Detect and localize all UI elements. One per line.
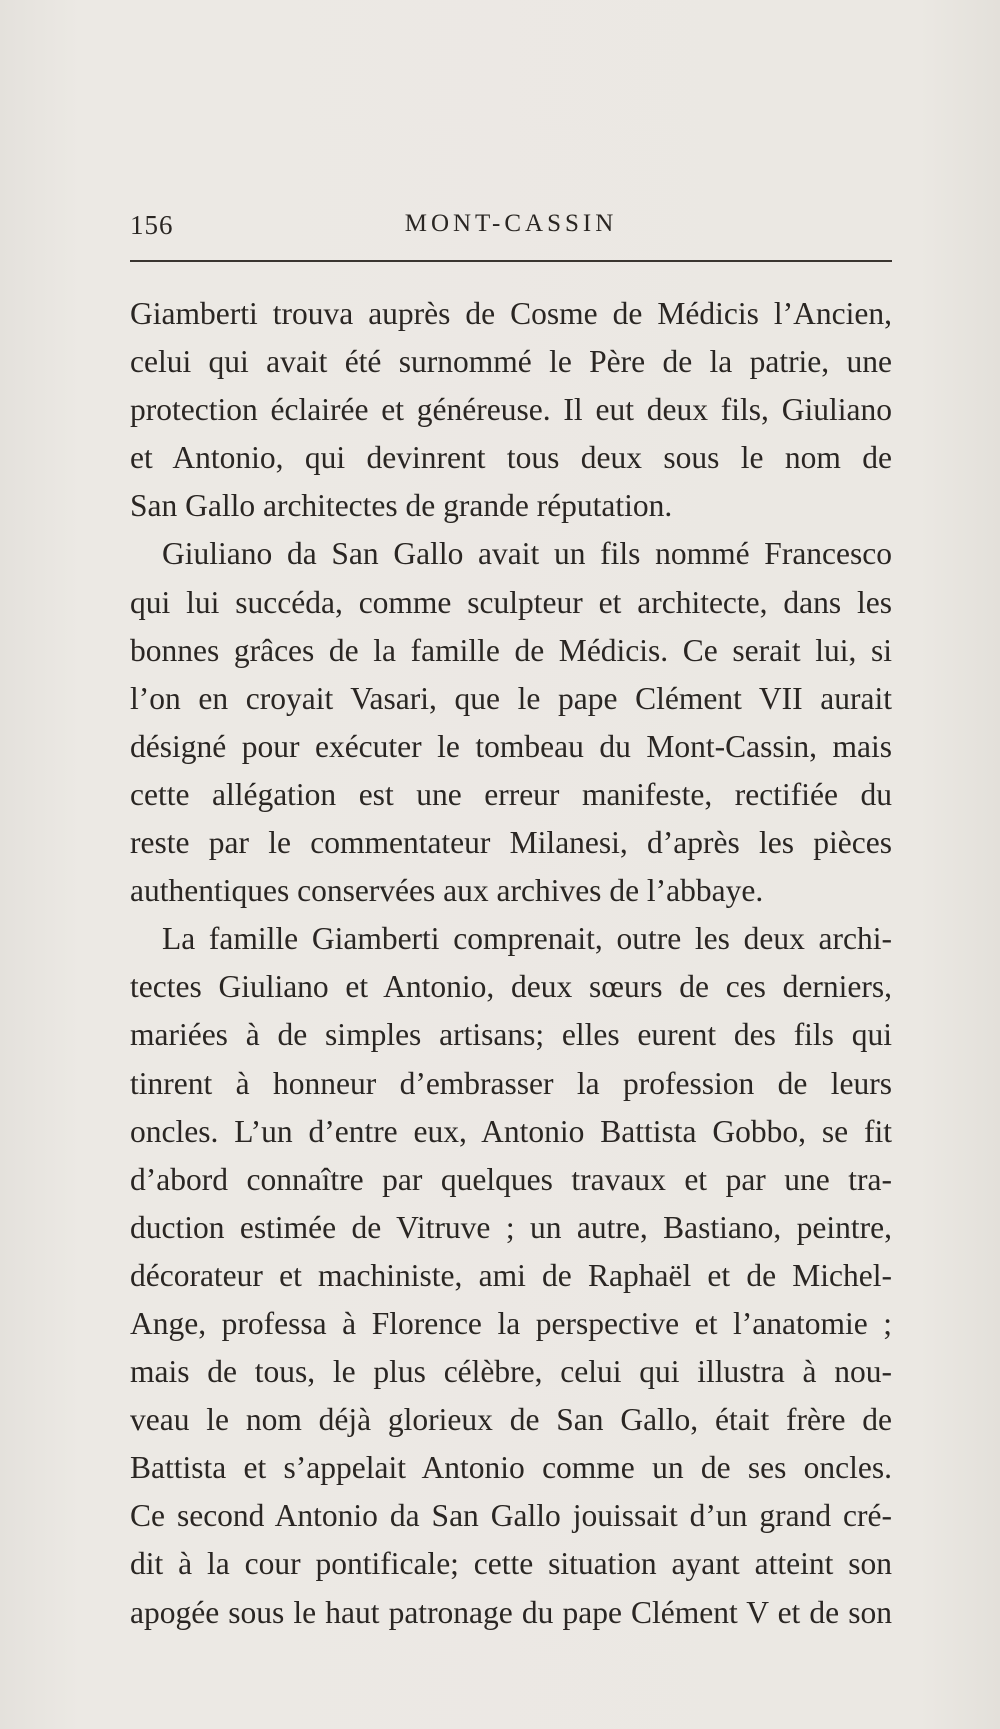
text-line: Giuliano da San Gallo avait un fils nommé Francesco (162, 536, 892, 572)
text-line: Giamberti trouva auprès de Cosme de Médicis l’Ancien, (130, 296, 892, 331)
text-line: authentiques conservées aux archives de l’abbaye. (130, 873, 764, 909)
body-text (130, 290, 892, 1637)
text-line: qui lui succéda, comme sculpteur et architecte, dans les (130, 584, 892, 620)
text-line: décorateur et machiniste, ami de Raphaël et de Michel- (130, 1257, 892, 1293)
text-line: tectes Giuliano et Antonio, deux sœurs de ces derniers, (130, 969, 892, 1005)
text-line: l’on en croyait Vasari, que le pape Clément VII aurait (130, 680, 892, 716)
text-line: cette allégation est une erreur manifeste, rectifiée du (130, 776, 892, 812)
text-line: bonnes grâces de la famille de Médicis. Ce serait lui, si (130, 632, 892, 668)
text-line: désigné pour exécuter le tombeau du Mont-Cassin, mais (130, 728, 892, 764)
text-line: apogée sous le haut patronage du pape Clément V et de son (130, 1594, 892, 1630)
text-line: tinrent à honneur d’embrasser la profession de leurs (130, 1065, 892, 1101)
text-line: Ce second Antonio da San Gallo jouissait d’un grand cré- (130, 1498, 892, 1534)
text-line: dit à la cour pontificale; cette situation ayant atteint son (130, 1546, 892, 1582)
text-line: oncles. L’un d’entre eux, Antonio Battista Gobbo, se fit (130, 1113, 892, 1149)
text-line: et Antonio, qui devinrent tous deux sous le nom de (130, 440, 892, 476)
header-rule (130, 260, 892, 262)
text-line: d’abord connaître par quelques travaux et par une tra- (130, 1161, 892, 1197)
text-line: mariées à de simples artisans; elles eurent des fils qui (130, 1017, 892, 1053)
page-number: 156 (130, 210, 174, 240)
page-header (130, 210, 892, 260)
text-line: mais de tous, le plus célèbre, celui qui illustra à nou- (130, 1354, 892, 1390)
text-line: La famille Giamberti comprenait, outre les deux archi- (162, 921, 892, 957)
text-line: Battista et s’appelait Antonio comme un de ses oncles. (130, 1450, 892, 1486)
text-line: Ange, professa à Florence la perspective et l’anatomie ; (130, 1305, 892, 1341)
text-line: San Gallo architectes de grande réputation. (130, 488, 673, 524)
text-line: duction estimée de Vitruve ; un autre, Bastiano, peintre, (130, 1209, 892, 1245)
text-line: reste par le commentateur Milanesi, d’après les pièces (130, 825, 892, 861)
text-line: celui qui avait été surnommé le Père de la patrie, une (130, 344, 892, 380)
text-line: protection éclairée et généreuse. Il eut deux fils, Giuliano (130, 392, 892, 428)
running-title: MONT-CASSIN (404, 210, 618, 237)
text-line: veau le nom déjà glorieux de San Gallo, était frère de (130, 1402, 892, 1438)
